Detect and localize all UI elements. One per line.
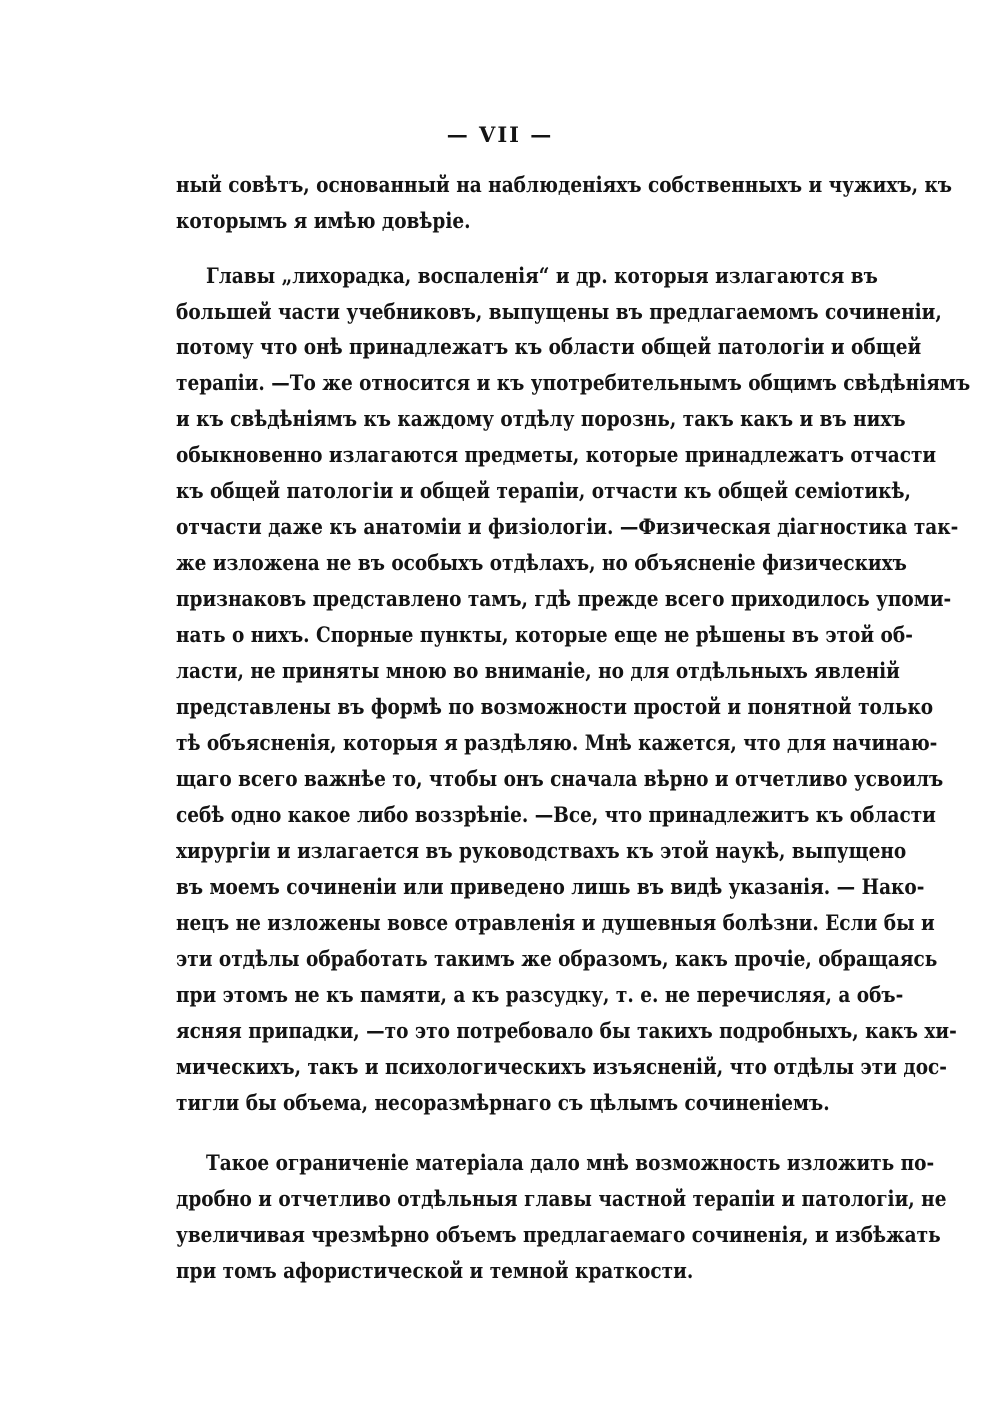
text-line: потому что онѣ принадлежатъ къ области общей патологiи и общей [176,335,922,360]
text-line: себѣ одно какое либо воззрѣнiе. —Все, что принадлежитъ къ области [176,803,936,828]
text-line: эти отдѣлы обработать такимъ же образомъ, какъ прочiе, обращаясь [176,947,938,972]
text-line: большей части учебниковъ, выпущены въ предлагаемомъ сочиненiи, [176,300,942,325]
text-line: тѣ объясненiя, которыя я раздѣляю. Мнѣ кажется, что для начинаю- [176,731,938,756]
text-line: которымъ я имѣю довѣрiе. [176,209,471,234]
text-line: отчасти даже къ анатомiи и физiологiи. —Физическая дiагностика так- [176,515,959,540]
text-line: къ общей патологiи и общей терапiи, отчасти къ общей семiотикѣ, [176,479,911,504]
text-line: Главы „лихорадка, воспаленiя“ и др. которыя излагаются въ [206,264,878,289]
text-line: тигли бы объема, несоразмѣрнаго съ цѣлымъ сочиненiемъ. [176,1091,830,1116]
text-line: увеличивая чрезмѣрно объемъ предлагаемаго сочиненiя, и избѣжать [176,1223,941,1248]
text-line: ный совѣтъ, основанный на наблюденiяхъ собственныхъ и чужихъ, къ [176,173,952,198]
text-line: обыкновенно излагаются предметы, которые принадлежатъ отчасти [176,443,937,468]
text-line: Такое ограниченiе матерiала дало мнѣ возможность изложить по- [206,1151,935,1176]
text-line: хирургiи и излагается въ руководствахъ къ этой наукѣ, выпущено [176,839,907,864]
text-line: ясняя припадки, —то это потребовало бы такихъ подробныхъ, какъ хи- [176,1019,957,1044]
text-line: терапiи. —То же относится и къ употребительнымъ общимъ свѣдѣнiямъ [176,371,971,396]
page-header: — VII — [446,122,554,147]
text-line: и къ свѣдѣнiямъ къ каждому отдѣлу порознь, такъ какъ и въ нихъ [176,407,906,432]
text-line: мическихъ, такъ и психологическихъ изъясненiй, что отдѣлы эти дос- [176,1055,947,1080]
text-line: ласти, не приняты мною во вниманiе, но для отдѣльныхъ явленiй [176,659,900,684]
text-line: дробно и отчетливо отдѣльныя главы частной терапiи и патологiи, не [176,1187,947,1212]
text-line: въ моемъ сочиненiи или приведено лишь въ видѣ указанiя. — Нако- [176,875,925,900]
text-line: представлены въ формѣ по возможности простой и понятной только [176,695,934,720]
text-line: при этомъ не къ памяти, а къ разсудку, т. е. не перечисляя, а объ- [176,983,904,1008]
text-line: щаго всего важнѣе то, чтобы онъ сначала вѣрно и отчетливо усвоилъ [176,767,944,792]
text-line: же изложена не въ особыхъ отдѣлахъ, но объясненiе физическихъ [176,551,907,576]
text-line: нецъ не изложены вовсе отравленiя и душевныя болѣзни. Если бы и [176,911,935,936]
text-line: признаковъ представлено тамъ, гдѣ прежде всего приходилось упоми- [176,587,952,612]
text-line: нать о нихъ. Спорные пункты, которые еще не рѣшены въ этой об- [176,623,913,648]
text-line: при томъ афористической и темной краткости. [176,1259,694,1284]
